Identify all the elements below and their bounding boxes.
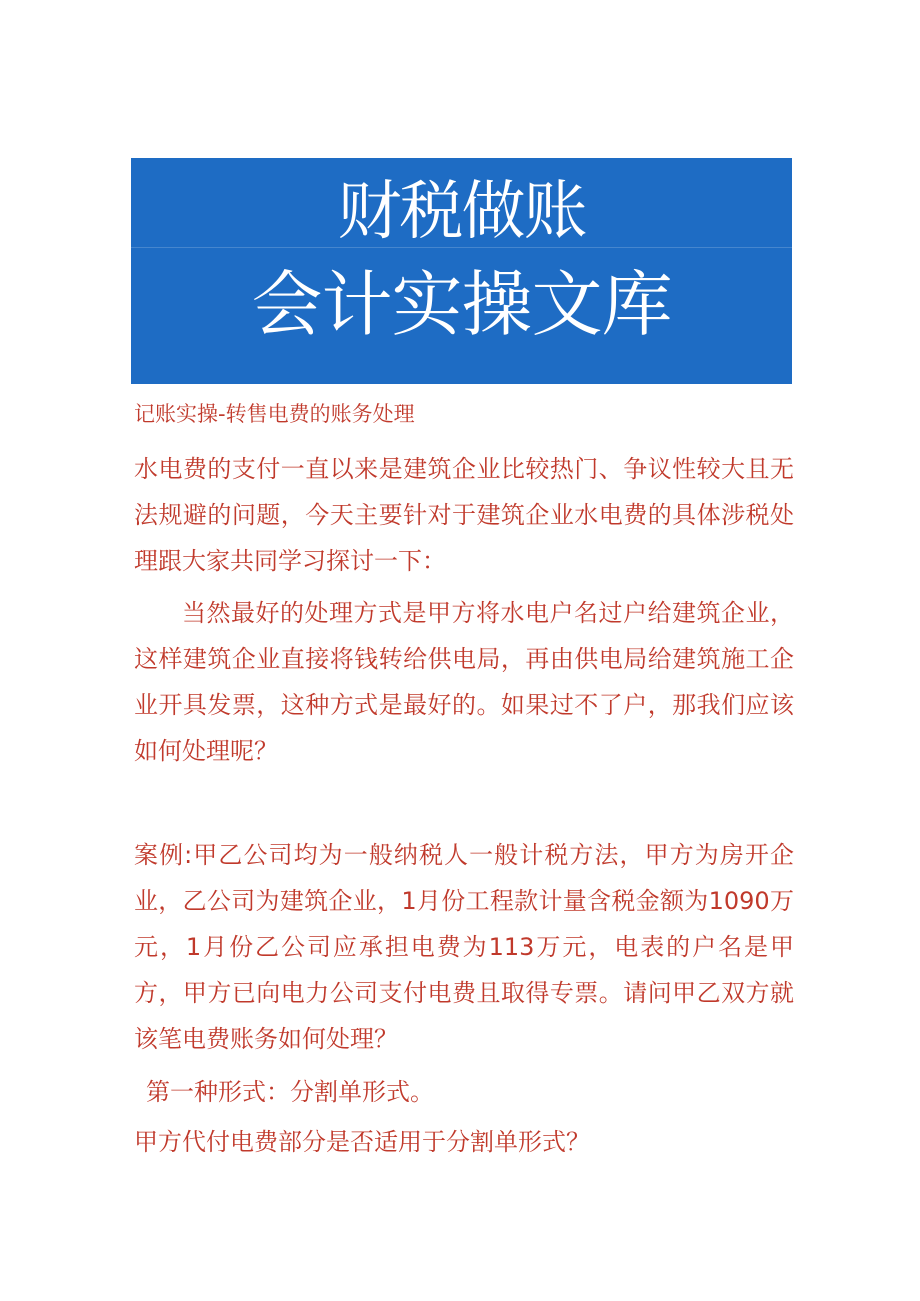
intro-paragraph: 水电费的支付一直以来是建筑企业比较热门、争议性较大且无法规避的问题，今天主要针对于建筑企业水电费的具体涉税处理跟大家共同学习探讨一下： <box>134 455 794 575</box>
banner-title-line-2: 会计实操文库 <box>251 263 672 346</box>
form-one-heading: 第一种形式：分割单形式。 <box>146 1078 434 1106</box>
case-paragraph: 案例:甲乙公司均为一般纳税人一般计税方法，甲方为房开企业，乙公司为建筑企业，1月份工程款计量含税金额为1090万元，1月份乙公司应承担电费为113万元，电表的户名是甲方，甲方已向电力公司支付电费且取得专票。请问甲乙双方就该笔电费账务如何处理？ <box>134 841 794 1053</box>
best-option-paragraph: 当然最好的处理方式是甲方将水电户名过户给建筑企业，这样建筑企业直接将钱转给供电局，再由供电局给建筑施工企业开具发票，这种方式是最好的。如果过不了户，那我们应该如何处理呢？ <box>134 599 794 765</box>
banner-title-line-1: 财税做账 <box>337 175 586 249</box>
title-banner <box>131 158 792 384</box>
article-heading: 记账实操-转售电费的账务处理 <box>134 402 415 426</box>
question-line: 甲方代付电费部分是否适用于分割单形式？ <box>134 1128 590 1156</box>
